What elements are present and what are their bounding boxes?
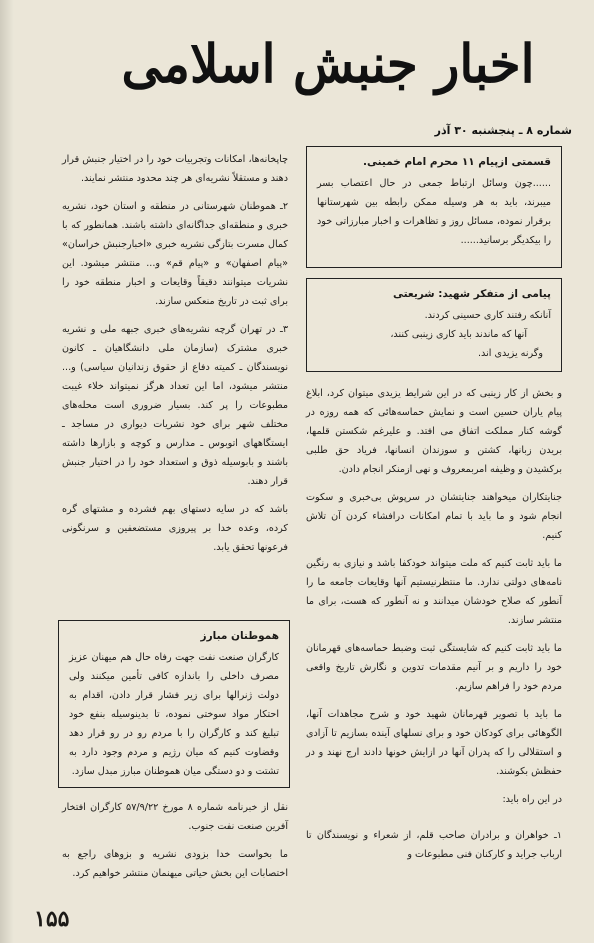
paragraph: نقل از خبرنامه شماره ۸ مورخ ۵۷/۹/۲۲ کارگران افتخار آفرین صنعت نفت جنوب. [62, 802, 288, 832]
notice-box-compatriots [58, 620, 290, 788]
quote-line: آنانکه رفتند کاری حسینی کردند. [424, 310, 551, 321]
paragraph: ما باید با تصویر قهرمانان شهید خود و شرح مجاهدات آنها، الگوهائی برای کودکان خود و برای نسلهای آینده بسازیم تا آزادی و استقلالی را که پدران آنها در ازایش خونها دادند ارج نهند و در حفظش بکوشند. [306, 709, 562, 777]
box-body: کارگران صنعت نفت جهت رفاه حال هم میهنان عزیز مصرف داخلی را باندازه کافی تأمین میکنند ولی دولت ژنرالها برای زیر فشار قرار دادن، اقدام به احتکار مواد سوختی نموده، تا بدینوسیله بنفع خود تبلیغ کند و کارگران را با مردم رو در رو قرار دهد وقضاوت کنیم که میان رژیم و مردم وجود دارد به تشتت و دو دستگی میان هموطنان مبارز مبدل سازد. [69, 652, 279, 777]
box-title: قسمتی ازپیام ۱۱ محرم امام خمینی. [363, 156, 551, 168]
paragraph: و بخش از کار زینبی که در این شرایط یزیدی میتوان کرد، ابلاغ پیام یاران حسین است و نمایش حماسه‌هائی که همه روزه در گوشه کنار مملکت اتفاق می افتد. و علیرغم شکستن قلمها، بریدن زبانها، کشتن و سوزندان انسانها، فریاد حق طلبی برکشیدن و وظیفه امربمعروف و نهی ازمنکر انجام دادن. [306, 388, 562, 475]
masthead-title: اخبار جنبش اسلامی [121, 32, 535, 95]
left-column-bottom [62, 798, 288, 892]
quote-box-khomeini [306, 146, 562, 268]
issue-line: شماره ۸ ـ پنجشنبه ۳۰ آذر [434, 124, 572, 137]
box-title: پیامی از متفکر شهید: شریعتی [393, 288, 551, 300]
paragraph: ۱ـ خواهران و برادران صاحب قلم، از شعراء و نویسندگان تا ارباب جراید و کارکنان فنی مطبوعات و [306, 830, 562, 860]
quote-line: آنها که ماندند باید کاری زینبی کنند، [390, 329, 527, 340]
paragraph: ما بخواست خدا بزودی نشریه و بزوهای راجع به اختصابات این بخش حیاتی میهنمان منتشر خواهیم کرد. [62, 849, 288, 879]
box-body: ......چون وسائل ارتباط جمعی در حال اعتصاب بسر میبرند، باید به هر وسیله ممکن رابطه بین شهرستانها برقرار نموده، مسائل روز و تظاهرات و اخبار مبارزاتی خود را بیکدیگر برسانید...... [317, 178, 551, 246]
paragraph: ما باید ثابت کنیم که ملت میتواند خودکفا باشد و نیازی به رنگین نامه‌های دولتی ندارد. ما منتظرنیستیم آنها وقایعات جامعه ما را آنطور که صلاح خودشان میدانند و نه آنطور که هست، برای ما منتشر سازند. [306, 558, 562, 626]
left-column [62, 150, 288, 566]
quote-line: وگرنه یزیدی اند. [477, 348, 543, 359]
box-title: هموطنان مبارز [200, 630, 279, 642]
right-column [306, 384, 562, 818]
paragraph: در این راه باید: [502, 794, 562, 805]
paragraph: چاپخانه‌ها، امکانات وتجربیات خود را در اختیار جنبش قرار دهند و مستقلاً نشریه‌ای هر چند محدود منتشر نمایند. [62, 154, 288, 184]
page-edge-shadow [0, 0, 14, 943]
paragraph: جنایتکاران میخواهند جنایتشان در سرپوش بی‌خبری و سکوت انجام شود و ما باید با تمام امکانات درافشاء کردن آن تلاش کنیم. [306, 492, 562, 541]
paragraph: ما باید ثابت کنیم که شایستگی ثبت وضبط حماسه‌های قهرمانان خود را داریم و بر آنیم مقدمات تدوین و نگارش تاریخ واقعی مردم خود را فراهم سازیم. [306, 643, 562, 692]
paragraph: ۳ـ در تهران گرچه نشریه‌های خبری جبهه ملی و نشریه خبری مشترک (سازمان ملی دانشگاهیان ـ کانون نویسندگان ـ کمیته دفاع از حقوق زندانیان سیاسی) و... منتشر میشود، اما این تعداد هرگز نمیتواند خلاء غیبت مطبوعات را پر کند. بسیار ضروری است محله‌های مختلف شهر برای خود نشریات دیواری در مساجد ـ ایستگاههای اتوبوس ـ مدارس و کوچه و بازارها داشته باشند و بابوسیله ذوق و استعداد خود را در اختیار جنبش قرار دهند. [62, 324, 288, 487]
right-column-bottom [306, 826, 562, 873]
paragraph: ۲ـ هموطنان شهرستانی در منطقه و استان خود، نشریه خبری و منطقه‌ای جداگانه‌ای داشته باشند. همانطور که با کمال مسرت بتازگی نشریه خبری «اخبارجنبش خراسان» «پیام اصفهان» و «پیام قم» و... منتشر میشود. این نشریات میتوانند دقیقاً وقایعات و اخبار منطقه خود را برای ثبت در تاریخ منعکس سازند. [62, 201, 288, 307]
page-number: ۱۵۵ [34, 906, 70, 932]
quote-box-shariati [306, 278, 562, 372]
paragraph: باشد که در سایه دستهای بهم فشرده و مشتهای گره کرده، وعده خدا بر پیروزی مستضعفین و سرنگونی فرعونها تحقق یابد. [62, 504, 288, 553]
